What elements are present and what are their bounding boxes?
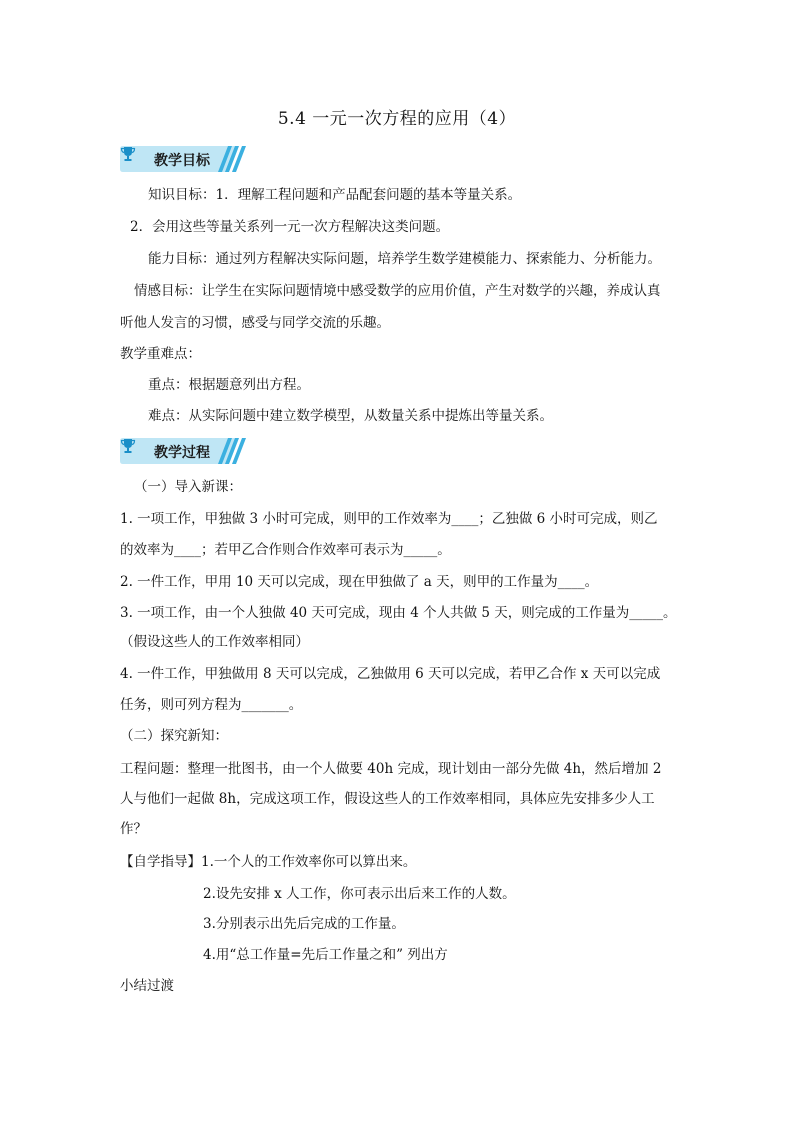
self-study-guide-2: 2.设先安排 x 人工作，你可表示出后来工作的人数。: [203, 886, 516, 902]
self-study-guide-1: 【自学指导】1.一个人的工作效率你可以算出来。: [120, 854, 417, 870]
self-study-guide-4: 4.用“总工作量=先后工作量之和” 列出方: [203, 947, 448, 963]
question-1-line-2: 的效率为____；若甲乙合作则合作效率可表示为_____。: [120, 542, 451, 558]
question-3-line-1: 3. 一项工作，由一个人独做 40 天可完成，现由 4 个人共做 5 天，则完成的工作量为_____。: [120, 605, 677, 621]
trophy-icon: [120, 146, 136, 162]
goal-emotion-1: 情感目标：让学生在实际问题情境中感受数学的应用价值，产生对数学的兴趣，养成认真: [134, 283, 661, 299]
self-study-guide-3: 3.分别表示出先后完成的工作量。: [203, 916, 405, 932]
section-heading-goals: 教学目标: [154, 153, 210, 169]
question-4-line-1: 4. 一件工作，甲独做用 8 天可以完成，乙独做用 6 天可以完成，若甲乙合作 x 天可以完成: [120, 666, 661, 682]
difficulty-heading: 教学重难点：: [120, 346, 201, 362]
key-point: 重点：根据题意列出方程。: [148, 377, 310, 393]
page-title: 5.4 一元一次方程的应用（4）: [277, 109, 517, 129]
problem-line-3: 作？: [120, 821, 147, 837]
section-banner-goals: [120, 146, 248, 172]
section-heading-process: 教学过程: [154, 445, 210, 461]
problem-line-1: 工程问题：整理一批图书，由一个人做要 40h 完成，现计划由一部分先做 4h，然后增加 2: [120, 761, 662, 777]
explore-heading: （二）探究新知：: [120, 728, 228, 744]
goal-emotion-2: 听他人发言的习惯，感受与同学交流的乐趣。: [120, 315, 390, 331]
summary-transition: 小结过渡: [120, 978, 174, 994]
question-4-line-2: 任务，则可列方程为_______。: [120, 697, 303, 713]
trophy-icon: [120, 438, 136, 454]
goal-ability: 能力目标：通过列方程解决实际问题，培养学生数学建模能力、探索能力、分析能力。: [148, 251, 661, 267]
section-banner-process: [120, 438, 248, 464]
question-3-line-2: （假设这些人的工作效率相同）: [120, 634, 309, 650]
hard-point: 难点：从实际问题中建立数学模型，从数量关系中提炼出等量关系。: [148, 408, 553, 424]
intro-heading: （一）导入新课：: [134, 479, 242, 495]
goal-knowledge-2: 2．会用这些等量关系列一元一次方程解决这类问题。: [130, 219, 450, 235]
goal-knowledge-1: 知识目标：1．理解工程问题和产品配套问题的基本等量关系。: [148, 187, 522, 203]
question-2: 2. 一件工作，甲用 10 天可以完成，现在甲独做了 a 天，则甲的工作量为____。: [120, 574, 599, 590]
problem-line-2: 人与他们一起做 8h，完成这项工作，假设这些人的工作效率相同，具体应先安排多少人工: [120, 791, 655, 807]
question-1-line-1: 1. 一项工作，甲独做 3 小时可完成，则甲的工作效率为____；乙独做 6 小时可完成，则乙: [120, 511, 658, 527]
